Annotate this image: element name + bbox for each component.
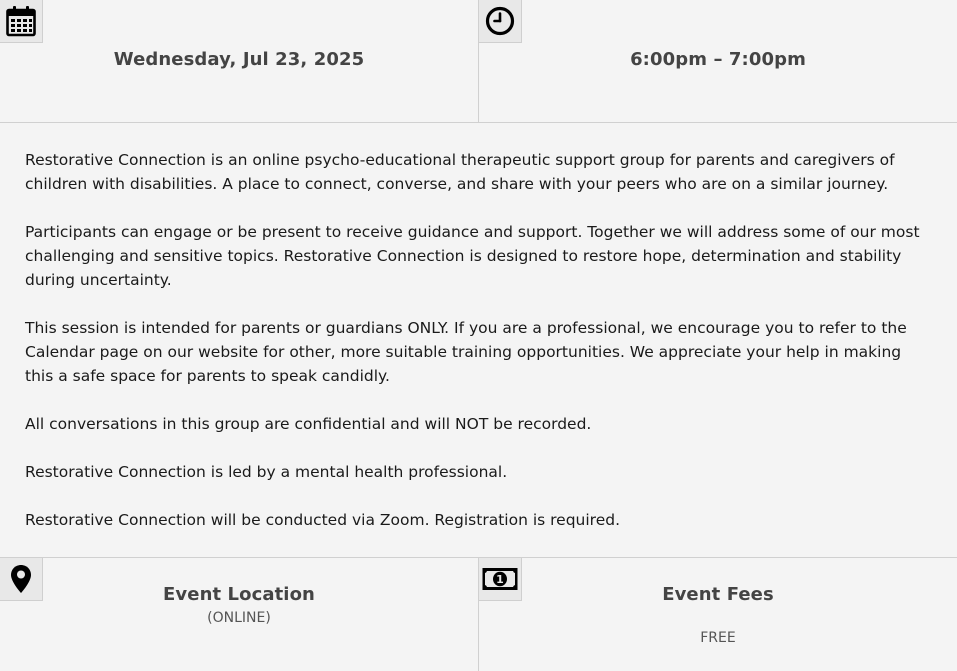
- event-location-value: (ONLINE): [207, 610, 271, 626]
- event-location-title: Event Location: [163, 584, 315, 605]
- event-fees-value: FREE: [700, 630, 736, 646]
- event-details-row: [0, 557, 957, 671]
- event-description: [25, 148, 930, 532]
- description-paragraph: Restorative Connection is an online psycho-educational therapeutic support group for parents and caregivers of children with disabilities. A place to connect, converse, and share with your peers who are on a similar journey.: [25, 151, 895, 193]
- event-fees-title: Event Fees: [662, 584, 774, 605]
- event-date: Wednesday, Jul 23, 2025: [113, 49, 365, 70]
- event-time: 6:00pm – 7:00pm: [630, 49, 806, 70]
- description-paragraph: Restorative Connection is led by a mental health professional.: [25, 463, 508, 481]
- event-date-cell: [0, 0, 478, 122]
- event-time-cell: [478, 0, 957, 122]
- description-paragraph: Restorative Connection will be conducted via Zoom. Registration is required.: [25, 511, 621, 529]
- event-schedule-row: [0, 0, 957, 123]
- event-fees-cell: [478, 558, 957, 671]
- calendar-icon: [0, 0, 43, 43]
- description-paragraph: Participants can engage or be present to receive guidance and support. Together we will address some of our most challenging and sensitive topics. Restorative Connection is designed to restore hope, determination and stability during uncertainty.: [25, 223, 920, 289]
- description-paragraph: All conversations in this group are confidential and will NOT be recorded.: [25, 415, 592, 433]
- description-paragraph: This session is intended for parents or guardians ONLY. If you are a professional, we encourage you to refer to the Calendar page on our website for other, more suitable training opportunities. We appreciate your help in making this a safe space for parents to speak candidly.: [25, 319, 907, 385]
- svg-text:1: 1: [496, 573, 504, 587]
- event-location-cell: [0, 558, 478, 671]
- clock-icon: [479, 0, 522, 43]
